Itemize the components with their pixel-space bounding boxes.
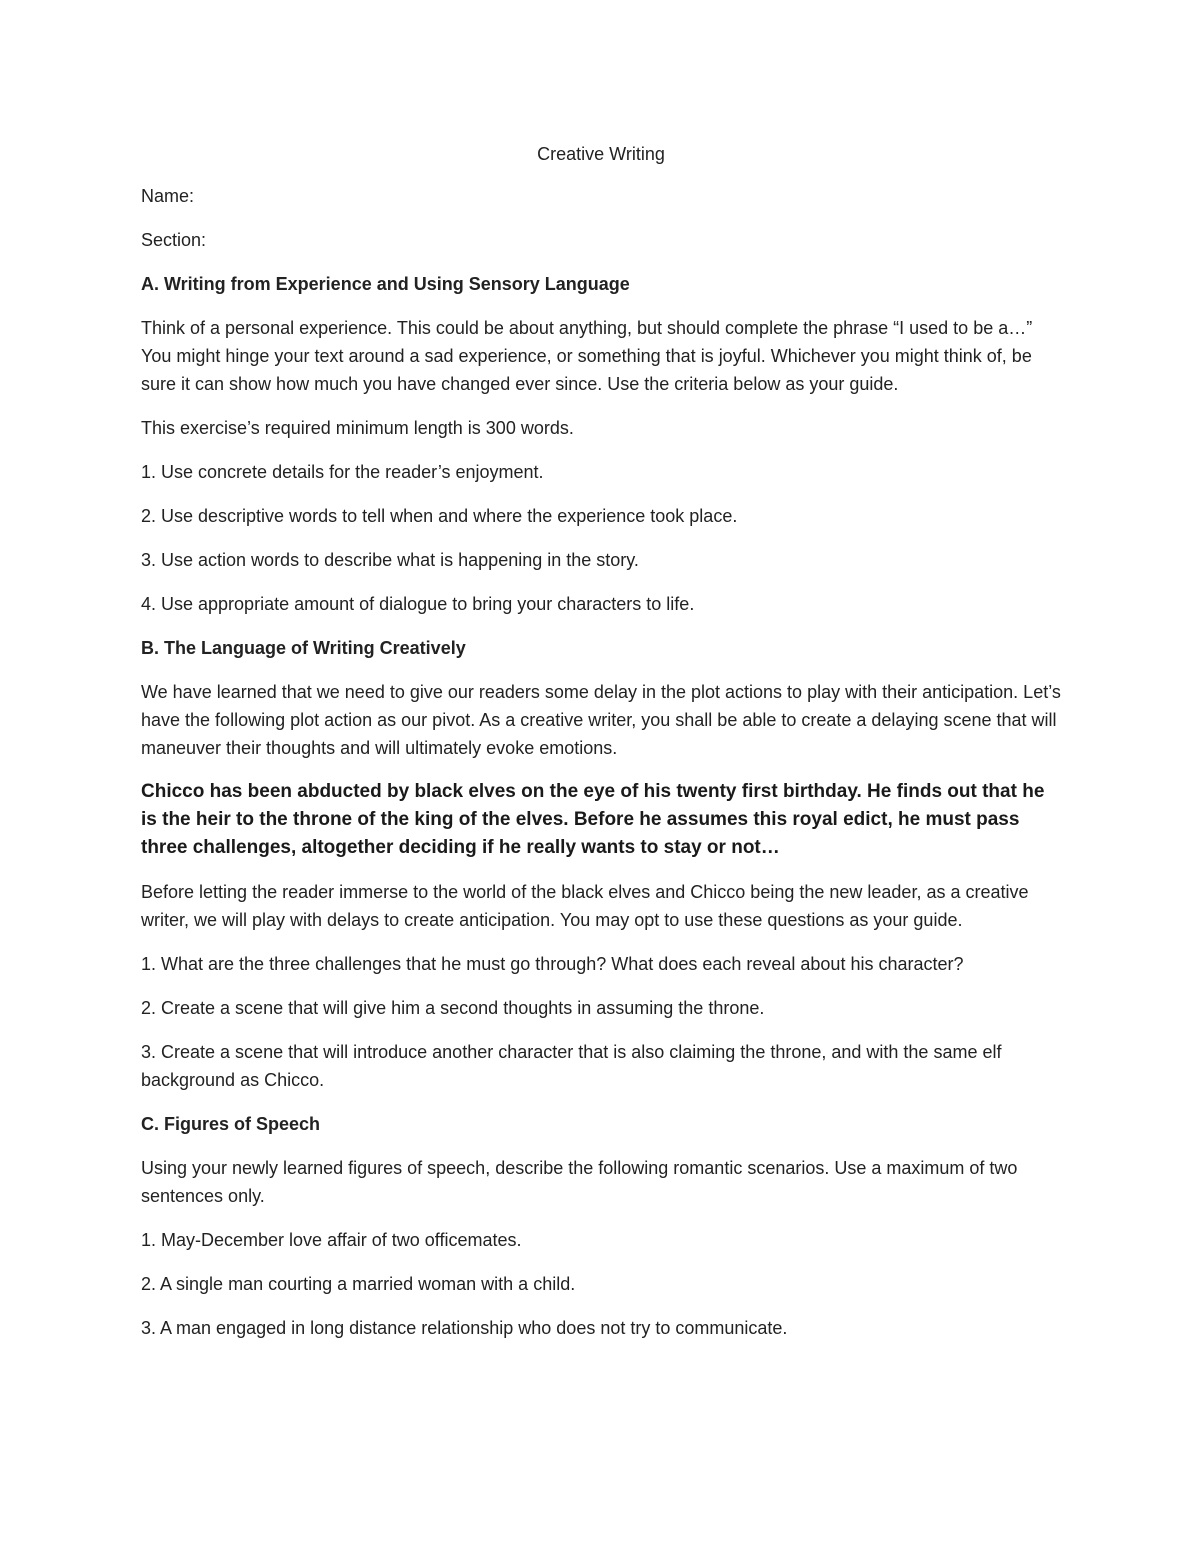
section-a-length-note: This exercise’s required minimum length is 300 words.	[141, 418, 574, 438]
section-b-guide: Before letting the reader immerse to the world of the black elves and Chicco being the new leader, as a creative writer, we will play with delays to create anticipation. You may opt to use these questions as your guide.	[141, 882, 1029, 930]
section-c-item: 2. A single man courting a married woman with a child.	[141, 1274, 576, 1294]
section-a-item: 1. Use concrete details for the reader’s enjoyment.	[141, 462, 544, 482]
section-c-heading: C. Figures of Speech	[141, 1114, 321, 1134]
section-c-item: 1. May-December love affair of two officemates.	[141, 1230, 522, 1250]
section-b-item: 1. What are the three challenges that he must go through? What does each reveal about his character?	[141, 954, 964, 974]
section-a-intro: Think of a personal experience. This could be about anything, but should complete the phrase “I used to be a…” You might hinge your text around a sad experience, or something that is joyful. Whichever you might think of, be sure it can show how much you have changed ever since. Use the criteria below as your guide.	[141, 318, 1033, 394]
section-c	[141, 1110, 1061, 1342]
section-b-item: 3. Create a scene that will introduce another character that is also claiming the throne, and with the same elf background as Chicco.	[141, 1042, 1002, 1090]
section-a-heading: A. Writing from Experience and Using Sensory Language	[141, 274, 630, 294]
section-a-item: 3. Use action words to describe what is happening in the story.	[141, 550, 639, 570]
section-b-item: 2. Create a scene that will give him a second thoughts in assuming the throne.	[141, 998, 765, 1018]
document-title: Creative Writing	[537, 144, 665, 164]
section-a-item: 4. Use appropriate amount of dialogue to bring your characters to life.	[141, 594, 695, 614]
section-c-item: 3. A man engaged in long distance relationship who does not try to communicate.	[141, 1318, 788, 1338]
section-b	[141, 634, 1061, 1094]
section-a	[141, 270, 1061, 618]
section-field-label: Section:	[141, 230, 207, 250]
section-b-intro: We have learned that we need to give our readers some delay in the plot actions to play with their anticipation. Let’s have the following plot action as our pivot. As a creative writer, you shall be able to create a delaying scene that will maneuver their thoughts and will ultimately evoke emotions.	[141, 682, 1061, 758]
name-field-label: Name:	[141, 186, 195, 206]
section-b-heading: B. The Language of Writing Creatively	[141, 638, 466, 658]
section-c-intro: Using your newly learned figures of speech, describe the following romantic scenarios. Use a maximum of two sentences only.	[141, 1158, 1018, 1206]
document-page	[141, 140, 1061, 1358]
section-a-item: 2. Use descriptive words to tell when and where the experience took place.	[141, 506, 738, 526]
section-b-plot-prompt: Chicco has been abducted by black elves on the eye of his twenty first birthday. He finds out that he is the heir to the throne of the king of the elves. Before he assumes this royal edict, he must pass three challenges, altogether deciding if he really wants to stay or not…	[141, 781, 1045, 858]
